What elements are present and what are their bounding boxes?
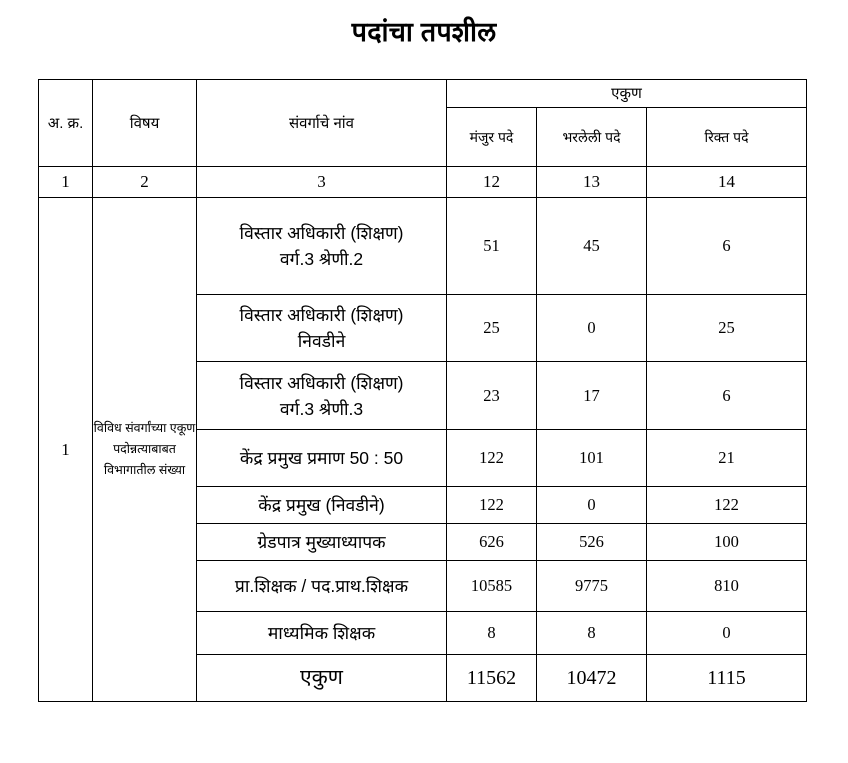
column-header-sanctioned: मंजुर पदे — [447, 108, 537, 167]
column-header-group-total: एकुण — [447, 80, 807, 108]
cadre-name-line1: विस्तार अधिकारी (शिक्षण) — [239, 372, 404, 393]
vacant-cell: 100 — [647, 524, 807, 561]
filled-cell: 101 — [537, 430, 647, 487]
total-filled-cell: 10472 — [537, 655, 647, 702]
column-header-serial: अ. क्र. — [39, 80, 93, 167]
table-row — [39, 198, 807, 295]
column-number-filled: 13 — [537, 167, 647, 198]
table-header — [39, 80, 807, 167]
cadre-name-line2: वर्ग.3 श्रेणी.3 — [279, 398, 364, 419]
header-row-main — [39, 80, 807, 108]
cadre-name-cell: प्रा.शिक्षक / पद.प्राथ.शिक्षक — [197, 561, 447, 612]
filled-cell: 9775 — [537, 561, 647, 612]
cadre-name-cell — [197, 198, 447, 295]
vacant-cell: 6 — [647, 198, 807, 295]
vacant-cell: 6 — [647, 362, 807, 430]
sanctioned-cell: 8 — [447, 612, 537, 655]
cadre-name-cell: ग्रेडपात्र मुख्याध्यापक — [197, 524, 447, 561]
column-number-subject: 2 — [93, 167, 197, 198]
column-header-vacant: रिक्त पदे — [647, 108, 807, 167]
sanctioned-cell: 25 — [447, 295, 537, 362]
vacant-cell: 21 — [647, 430, 807, 487]
cadre-name-line1: विस्तार अधिकारी (शिक्षण) — [239, 223, 404, 243]
cadre-name-cell — [197, 295, 447, 362]
cadre-name-line2: वर्ग.3 श्रेणी.2 — [279, 249, 364, 269]
vacant-cell: 25 — [647, 295, 807, 362]
cadre-name-line2: निवडीने — [297, 331, 346, 351]
vacant-cell: 122 — [647, 487, 807, 524]
cadre-name-line1: विस्तार अधिकारी (शिक्षण) — [239, 305, 404, 325]
cadre-name-cell: केंद्र प्रमुख प्रमाण 50 : 50 — [197, 430, 447, 487]
cadre-name-cell — [197, 362, 447, 430]
filled-cell: 45 — [537, 198, 647, 295]
total-vacant-cell: 1115 — [647, 655, 807, 702]
column-number-vacant: 14 — [647, 167, 807, 198]
filled-cell: 526 — [537, 524, 647, 561]
sanctioned-cell: 51 — [447, 198, 537, 295]
sanctioned-cell: 10585 — [447, 561, 537, 612]
column-header-subject: विषय — [93, 80, 197, 167]
column-number-sanctioned: 12 — [447, 167, 537, 198]
sanctioned-cell: 122 — [447, 430, 537, 487]
posts-detail-table — [38, 79, 807, 702]
column-header-filled: भरलेली पदे — [537, 108, 647, 167]
column-header-cadre-name: संवर्गाचे नांव — [197, 80, 447, 167]
column-number-row — [39, 167, 807, 198]
sanctioned-cell: 122 — [447, 487, 537, 524]
sanctioned-cell: 23 — [447, 362, 537, 430]
column-number-cadre-name: 3 — [197, 167, 447, 198]
filled-cell: 17 — [537, 362, 647, 430]
filled-cell: 8 — [537, 612, 647, 655]
total-sanctioned-cell: 11562 — [447, 655, 537, 702]
vacant-cell: 0 — [647, 612, 807, 655]
subject-cell: विविध संवर्गांच्या एकूण पदोन्नत्याबाबत विभागातील संख्या — [93, 198, 197, 702]
filled-cell: 0 — [537, 487, 647, 524]
filled-cell: 0 — [537, 295, 647, 362]
serial-number-cell: 1 — [39, 198, 93, 702]
column-number-serial: 1 — [39, 167, 93, 198]
page-title: पदांचा तपशील — [351, 17, 497, 47]
total-label-cell: एकुण — [197, 655, 447, 702]
sanctioned-cell: 626 — [447, 524, 537, 561]
posts-detail-table-container — [38, 79, 806, 702]
cadre-name-cell: केंद्र प्रमुख (निवडीने) — [197, 487, 447, 524]
table-body — [39, 167, 807, 702]
vacant-cell: 810 — [647, 561, 807, 612]
cadre-name-cell: माध्यमिक शिक्षक — [197, 612, 447, 655]
